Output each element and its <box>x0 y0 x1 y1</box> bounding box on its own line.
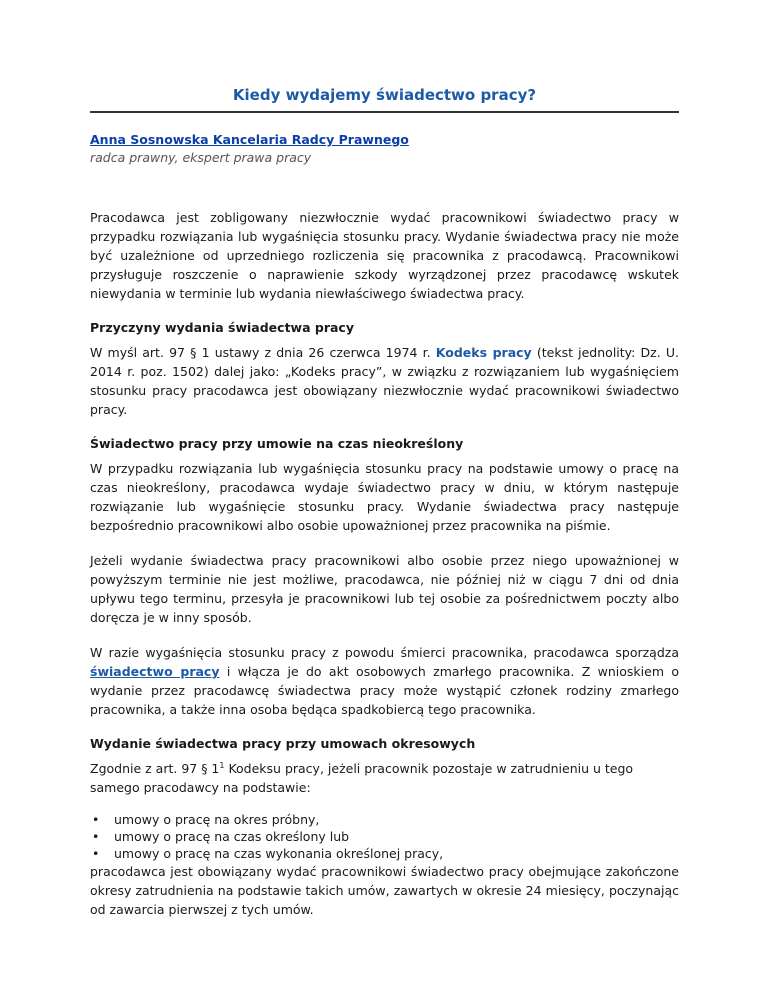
section-paragraph <box>90 759 679 797</box>
author-block <box>90 129 679 165</box>
section-paragraph: W przypadku rozwiązania lub wygaśnięcia stosunku pracy na podstawie umowy o pracę na czas nieokreślony, pracodawca wydaje świadectwo pracy w dniu, w którym następuje rozwiązanie lub wygaśnięcie stosunku pracy. Wydanie świadectwa pracy następuje bezpośrednio pracownikowi albo osobie upoważnionej przez pracownika na piśmie. <box>90 461 679 533</box>
superscript: 1 <box>219 760 225 770</box>
author-role: radca prawny, ekspert prawa pracy <box>90 150 312 165</box>
author-link[interactable]: Anna Sosnowska Kancelaria Radcy Prawnego <box>90 132 409 147</box>
text-fragment: Kodeksu pracy, jeżeli pracownik pozostaje w zatrudnieniu u tego samego pracodawcy na podstawie: <box>90 761 634 795</box>
text-fragment: W razie wygaśnięcia stosunku pracy z powodu śmierci pracownika, pracodawca sporządza <box>90 645 679 660</box>
text-fragment: i włącza je do akt osobowych zmarłego pracownika. Z wnioskiem o wydanie przez pracodawcę świadectwa pracy może wystąpić członek rodziny zmarłego pracownika, a także inna osoba będąca spadkobiercą tego pracownika. <box>90 664 679 717</box>
section-heading-przyczyny: Przyczyny wydania świadectwa pracy <box>90 320 354 335</box>
bullet-icon: • <box>92 846 100 861</box>
section-paragraph: Jeżeli wydanie świadectwa pracy pracownikowi albo osobie przez niego upoważnionej w powyższym terminie nie jest możliwe, pracodawca, nie później niż w ciągu 7 dni od dnia upływu tego terminu, przesyła je pracownikowi lub tej osobie za pośrednictwem poczty albo doręcza je w inny sposób. <box>90 553 679 625</box>
bullet-icon: • <box>92 829 100 844</box>
section-heading-nieokreslony: Świadectwo pracy przy umowie na czas nieokreślony <box>90 436 464 451</box>
document-page <box>90 0 679 919</box>
list-item-text: umowy o pracę na okres próbny, <box>114 812 320 827</box>
list-item-text: umowy o pracę na czas wykonania określonej pracy, <box>114 846 444 861</box>
list-item <box>90 811 679 828</box>
bullet-icon: • <box>92 812 100 827</box>
section-paragraph: pracodawca jest obowiązany wydać pracownikowi świadectwo pracy obejmujące zakończone okresy zatrudnienia na podstawie takich umów, zawartych w okresie 24 miesięcy, poczynając od zawarcia pierwszej z tych umów. <box>90 864 679 917</box>
text-fragment: Zgodnie z art. 97 § 1 <box>90 761 220 776</box>
list-item <box>90 845 679 862</box>
intro-paragraph: Pracodawca jest zobligowany niezwłocznie wydać pracownikowi świadectwo pracy w przypadku rozwiązania lub wygaśnięcia stosunku pracy. Wydanie świadectwa pracy nie może być uzależnione od uprzedniego rozliczenia się pracownika z pracodawcą. Pracownikowi przysługuje roszczenie o naprawienie szkody wyrządzonej przez pracodawcę wskutek niewydania w terminie lub wydania niewłaściwego świadectwa pracy. <box>90 210 679 301</box>
section-paragraph <box>90 343 679 419</box>
page-title: Kiedy wydajemy świadectwo pracy? <box>90 86 679 113</box>
list-item <box>90 828 679 845</box>
contract-type-list <box>90 811 679 862</box>
text-fragment: W myśl art. 97 § 1 ustawy z dnia 26 czerwca 1974 r. <box>90 345 436 360</box>
section-heading-okresowe: Wydanie świadectwa pracy przy umowach okresowych <box>90 736 476 751</box>
section-paragraph <box>90 643 679 719</box>
text-fragment: (tekst jednolity: Dz. U. 2014 r. poz. 1502) dalej jako: „Kodeks pracy”, w związku z rozwiązaniem lub wygaśnięciem stosunku pracy pracodawca jest obowiązany niezwłocznie wydać pracownikowi świadectwo pracy. <box>90 345 679 417</box>
swiadectwo-pracy-link[interactable]: świadectwo pracy <box>90 664 220 679</box>
kodeks-pracy-keyword[interactable]: Kodeks pracy <box>435 345 532 360</box>
list-item-text: umowy o pracę na czas określony lub <box>114 829 350 844</box>
